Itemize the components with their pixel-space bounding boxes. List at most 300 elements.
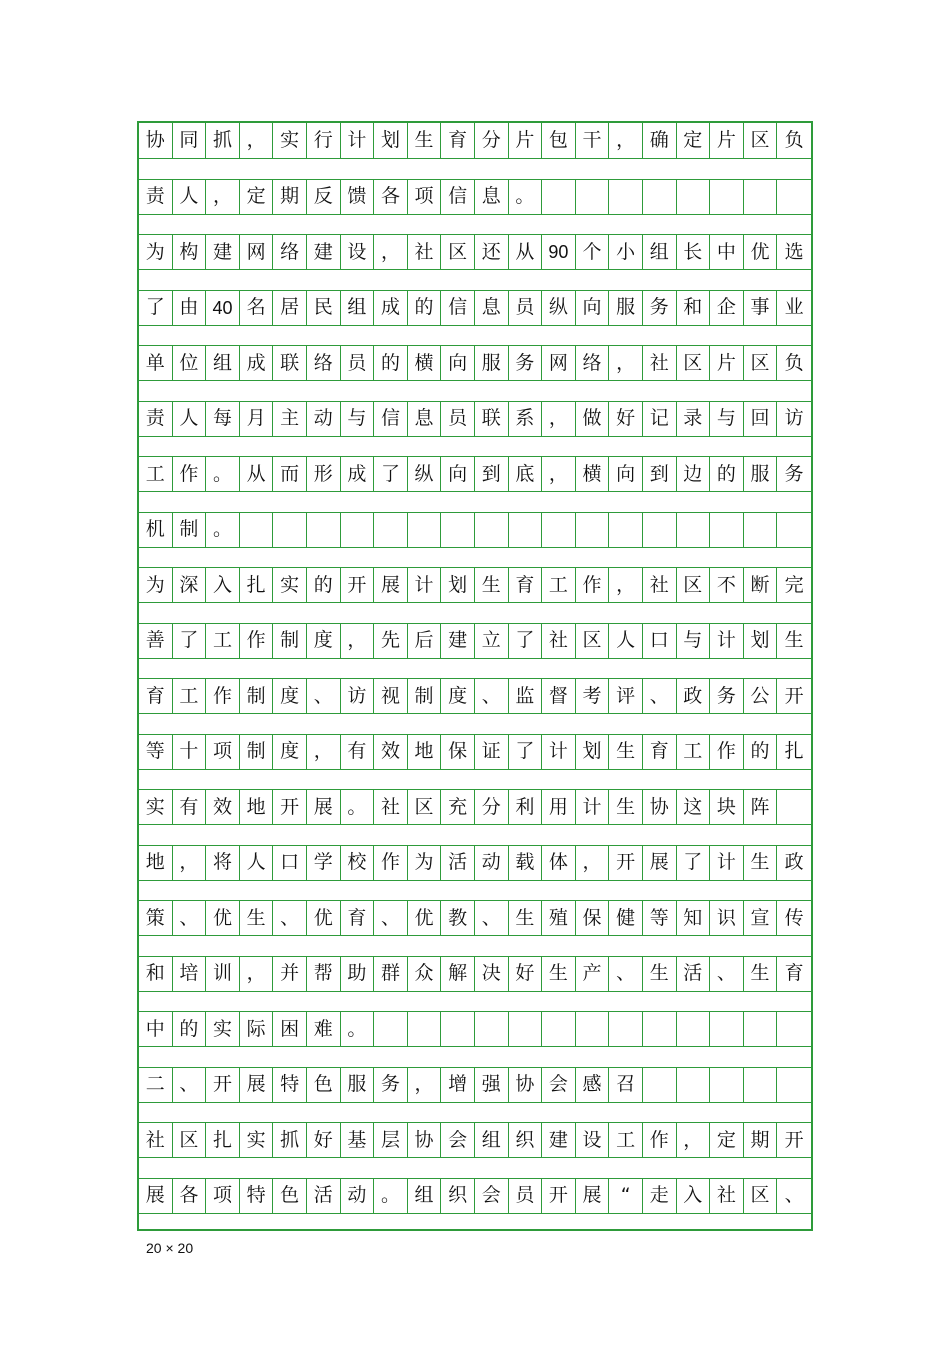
- grid-cell: 访: [341, 678, 375, 714]
- grid-cell: [677, 179, 711, 215]
- grid-cell: 从: [240, 456, 274, 492]
- grid-cell: 载: [509, 845, 543, 881]
- grid-row: [139, 734, 811, 770]
- grid-row: [139, 956, 811, 992]
- grid-cell: 策: [139, 900, 173, 936]
- grid-cell: 与: [677, 623, 711, 659]
- grid-cell: 区: [408, 789, 442, 825]
- grid-cell: 织: [509, 1122, 543, 1158]
- grid-cell: 与: [341, 401, 375, 437]
- grid-cell: 区: [677, 345, 711, 381]
- grid-cell: 。: [206, 512, 240, 548]
- grid-cell: 有: [173, 789, 207, 825]
- grid-cell: 定: [710, 1122, 744, 1158]
- grid-cell: [341, 512, 375, 548]
- grid-cell: 组: [643, 234, 677, 270]
- grid-cell: 好: [609, 401, 643, 437]
- grid-cell: 访: [777, 401, 811, 437]
- grid-cell: 。: [341, 789, 375, 825]
- grid-cell: 机: [139, 512, 173, 548]
- grid-cell: 、: [710, 956, 744, 992]
- grid-cell: 项: [206, 1178, 240, 1214]
- grid-cell: ，: [576, 845, 610, 881]
- grid-cell: 计: [710, 845, 744, 881]
- grid-cell: 从: [509, 234, 543, 270]
- grid-cell: [408, 512, 442, 548]
- grid-cell: [509, 512, 543, 548]
- grid-cell: ，: [206, 179, 240, 215]
- grid-cell: 决: [475, 956, 509, 992]
- grid-cell: 会: [475, 1178, 509, 1214]
- grid-cell: 地: [139, 845, 173, 881]
- grid-cell: “: [609, 1178, 643, 1214]
- grid-cell: 开: [542, 1178, 576, 1214]
- grid-cell: 划: [744, 623, 778, 659]
- grid-cell: 片: [509, 123, 543, 159]
- grid-cell: ，: [173, 845, 207, 881]
- grid-cell: 人: [240, 845, 274, 881]
- grid-cell: 作: [374, 845, 408, 881]
- grid-cell: 行: [307, 123, 341, 159]
- grid-cell: 社: [374, 789, 408, 825]
- grid-cell: 基: [341, 1122, 375, 1158]
- grid-cell: [677, 1067, 711, 1103]
- grid-cell: 感: [576, 1067, 610, 1103]
- grid-cell: 息: [408, 401, 442, 437]
- grid-cell: 。: [509, 179, 543, 215]
- grid-cell: 各: [374, 179, 408, 215]
- grid-cell: 生: [643, 956, 677, 992]
- grid-cell: 地: [408, 734, 442, 770]
- grid-cell: 回: [744, 401, 778, 437]
- grid-cell: 作: [710, 734, 744, 770]
- grid-cell: 色: [273, 1178, 307, 1214]
- grid-cell: 服: [609, 290, 643, 326]
- grid-cell: 生: [744, 845, 778, 881]
- grid-cell: [441, 1011, 475, 1047]
- grid-cell: 信: [441, 179, 475, 215]
- grid-cell: 每: [206, 401, 240, 437]
- grid-cell: 居: [273, 290, 307, 326]
- grid-cell: 组: [475, 1122, 509, 1158]
- grid-cell: 实: [273, 123, 307, 159]
- grid-cell: [542, 1011, 576, 1047]
- grid-cell: 划: [441, 567, 475, 603]
- grid-cell: 协: [139, 123, 173, 159]
- grid-cell: 抓: [273, 1122, 307, 1158]
- grid-cell: 生: [609, 789, 643, 825]
- grid-cell: 育: [643, 734, 677, 770]
- grid-cell: [441, 512, 475, 548]
- grid-cell: 保: [576, 900, 610, 936]
- grid-cell: 定: [677, 123, 711, 159]
- grid-cell: 实: [240, 1122, 274, 1158]
- grid-cell: 实: [273, 567, 307, 603]
- grid-cell: [677, 1011, 711, 1047]
- grid-cell: 好: [509, 956, 543, 992]
- grid-cell: 与: [710, 401, 744, 437]
- grid-cell: 召: [609, 1067, 643, 1103]
- grid-cell: 组: [408, 1178, 442, 1214]
- grid-cell: 员: [441, 401, 475, 437]
- grid-cell: 协: [408, 1122, 442, 1158]
- grid-cell: [475, 512, 509, 548]
- grid-cell: 选: [777, 234, 811, 270]
- grid-cell: 充: [441, 789, 475, 825]
- grid-cell: [744, 1011, 778, 1047]
- grid-cell: 建: [206, 234, 240, 270]
- grid-cell: 活: [441, 845, 475, 881]
- grid-cell: 等: [139, 734, 173, 770]
- grid-cell: 向: [576, 290, 610, 326]
- grid-cell: 网: [542, 345, 576, 381]
- grid-cell: 设: [341, 234, 375, 270]
- grid-cell: 效: [206, 789, 240, 825]
- grid-cell: 有: [341, 734, 375, 770]
- grid-cell: 、: [173, 1067, 207, 1103]
- grid-cell: 计: [576, 789, 610, 825]
- grid-cell: 务: [643, 290, 677, 326]
- grid-row: [139, 623, 811, 659]
- grid-cell: 度: [307, 623, 341, 659]
- grid-cell: 到: [643, 456, 677, 492]
- grid-cell: 考: [576, 678, 610, 714]
- grid-cell: 息: [475, 179, 509, 215]
- grid-cell: 作: [240, 623, 274, 659]
- grid-cell: 务: [374, 1067, 408, 1103]
- grid-cell: 社: [710, 1178, 744, 1214]
- grid-cell: [777, 789, 811, 825]
- grid-cell: ，: [307, 734, 341, 770]
- grid-cell: 育: [777, 956, 811, 992]
- grid-cell: 工: [609, 1122, 643, 1158]
- grid-cell: 作: [576, 567, 610, 603]
- grid-cell: 政: [677, 678, 711, 714]
- grid-cell: 计: [341, 123, 375, 159]
- grid-cell: 监: [509, 678, 543, 714]
- grid-cell: 建: [542, 1122, 576, 1158]
- grid-cell: 知: [677, 900, 711, 936]
- grid-cell: 责: [139, 179, 173, 215]
- grid-cell: 横: [576, 456, 610, 492]
- grid-cell: 制: [240, 734, 274, 770]
- grid-cell: 育: [139, 678, 173, 714]
- grid-cell: 组: [341, 290, 375, 326]
- grid-cell: 到: [475, 456, 509, 492]
- grid-cell: 项: [206, 734, 240, 770]
- grid-cell: 这: [677, 789, 711, 825]
- grid-cell: ，: [240, 123, 274, 159]
- grid-cell: 扎: [777, 734, 811, 770]
- grid-cell: 制: [408, 678, 442, 714]
- grid-cell: 服: [744, 456, 778, 492]
- grid-cell: 活: [677, 956, 711, 992]
- grid-cell: 区: [677, 567, 711, 603]
- grid-cell: 生: [475, 567, 509, 603]
- grid-cell: [374, 1011, 408, 1047]
- grid-cell: [643, 512, 677, 548]
- grid-cell: 为: [408, 845, 442, 881]
- grid-cell: 网: [240, 234, 274, 270]
- grid-cell: 展: [374, 567, 408, 603]
- grid-cell: 反: [307, 179, 341, 215]
- grid-cell: 系: [509, 401, 543, 437]
- grid-cell: 中: [139, 1011, 173, 1047]
- grid-cell: 的: [173, 1011, 207, 1047]
- grid-cell: 的: [307, 567, 341, 603]
- grid-cell: 。: [341, 1011, 375, 1047]
- grid-cell: 络: [307, 345, 341, 381]
- grid-cell: 了: [509, 734, 543, 770]
- grid-cell: 期: [273, 179, 307, 215]
- grid-row: [139, 401, 811, 437]
- grid-cell: 负: [777, 345, 811, 381]
- grid-row: [139, 789, 811, 825]
- grid-cell: 联: [475, 401, 509, 437]
- grid-cell: [777, 512, 811, 548]
- grid-cell: 利: [509, 789, 543, 825]
- grid-cell: [744, 179, 778, 215]
- grid-cell: [643, 179, 677, 215]
- grid-cell: 的: [710, 456, 744, 492]
- grid-cell: 区: [744, 123, 778, 159]
- grid-row: [139, 345, 811, 381]
- grid-cell: 展: [643, 845, 677, 881]
- grid-cell: 善: [139, 623, 173, 659]
- grid-cell: 保: [441, 734, 475, 770]
- grid-cell: [576, 512, 610, 548]
- grid-cell: 将: [206, 845, 240, 881]
- grid-cell: 的: [408, 290, 442, 326]
- grid-cell: 。: [374, 1178, 408, 1214]
- grid-cell: 口: [273, 845, 307, 881]
- grid-cell: 制: [273, 623, 307, 659]
- grid-cell: [710, 179, 744, 215]
- grid-cell: [509, 1011, 543, 1047]
- grid-cell: 了: [139, 290, 173, 326]
- grid-cell: 做: [576, 401, 610, 437]
- grid-cell: 产: [576, 956, 610, 992]
- grid-cell: 教: [441, 900, 475, 936]
- grid-cell: 成: [240, 345, 274, 381]
- grid-cell: 工: [206, 623, 240, 659]
- grid-cell: 效: [374, 734, 408, 770]
- grid-cell: 传: [777, 900, 811, 936]
- grid-cell: 息: [475, 290, 509, 326]
- grid-cell: 个: [576, 234, 610, 270]
- grid-cell: [744, 512, 778, 548]
- grid-cell: 、: [273, 900, 307, 936]
- grid-cell: 生: [542, 956, 576, 992]
- grid-cell: 识: [710, 900, 744, 936]
- grid-cell: 、: [777, 1178, 811, 1214]
- grid-cell: [542, 512, 576, 548]
- grid-cell: 业: [777, 290, 811, 326]
- grid-cell: 的: [374, 345, 408, 381]
- grid-cell: 生: [240, 900, 274, 936]
- grid-cell: ，: [609, 567, 643, 603]
- grid-cell: 期: [744, 1122, 778, 1158]
- grid-cell: 生: [744, 956, 778, 992]
- grid-cell: 作: [206, 678, 240, 714]
- grid-cell: 构: [173, 234, 207, 270]
- grid-cell: ，: [408, 1067, 442, 1103]
- grid-cell: 会: [441, 1122, 475, 1158]
- grid-cell: 服: [341, 1067, 375, 1103]
- grid-cell: 众: [408, 956, 442, 992]
- grid-cell: [609, 512, 643, 548]
- grid-cell: 90: [542, 234, 576, 270]
- grid-cell: 扎: [206, 1122, 240, 1158]
- grid-cell: 包: [542, 123, 576, 159]
- grid-cell: [710, 1011, 744, 1047]
- grid-row: [139, 1011, 811, 1047]
- grid-cell: 人: [173, 179, 207, 215]
- grid-cell: 边: [677, 456, 711, 492]
- grid-cell: 设: [576, 1122, 610, 1158]
- grid-cell: 培: [173, 956, 207, 992]
- grid-cell: 助: [341, 956, 375, 992]
- grid-cell: 政: [777, 845, 811, 881]
- grid-cell: 入: [677, 1178, 711, 1214]
- grid-cell: 务: [509, 345, 543, 381]
- grid-cell: 成: [341, 456, 375, 492]
- grid-cell: 织: [441, 1178, 475, 1214]
- grid-cell: 而: [273, 456, 307, 492]
- grid-cell: 、: [475, 678, 509, 714]
- grid-cell: 、: [173, 900, 207, 936]
- grid-cell: [777, 179, 811, 215]
- grid-cell: 分: [475, 123, 509, 159]
- grid-cell: 主: [273, 401, 307, 437]
- grid-cell: [677, 512, 711, 548]
- grid-cell: [744, 1067, 778, 1103]
- grid-cell: 育: [441, 123, 475, 159]
- grid-cell: 度: [441, 678, 475, 714]
- grid-cell: 了: [374, 456, 408, 492]
- grid-cell: 协: [509, 1067, 543, 1103]
- grid-cell: 完: [777, 567, 811, 603]
- grid-cell: 员: [341, 345, 375, 381]
- grid-cell: 区: [744, 345, 778, 381]
- grid-cell: [777, 1011, 811, 1047]
- grid-cell: 动: [341, 1178, 375, 1214]
- grid-cell: 同: [173, 123, 207, 159]
- grid-cell: 划: [576, 734, 610, 770]
- grid-cell: 、: [374, 900, 408, 936]
- grid-cell: 作: [643, 1122, 677, 1158]
- grid-cell: 增: [441, 1067, 475, 1103]
- grid-cell: 会: [542, 1067, 576, 1103]
- grid-cell: 特: [240, 1178, 274, 1214]
- grid-row: [139, 512, 811, 548]
- grid-cell: 等: [643, 900, 677, 936]
- grid-cell: 片: [710, 345, 744, 381]
- grid-cell: 服: [475, 345, 509, 381]
- grid-cell: 困: [273, 1011, 307, 1047]
- grid-cell: 络: [273, 234, 307, 270]
- grid-cell: 开: [609, 845, 643, 881]
- grid-cell: 了: [509, 623, 543, 659]
- grid-cell: 长: [677, 234, 711, 270]
- grid-cell: 信: [441, 290, 475, 326]
- grid-cell: 展: [240, 1067, 274, 1103]
- grid-cell: 计: [542, 734, 576, 770]
- grid-cell: 作: [173, 456, 207, 492]
- grid-cell: 训: [206, 956, 240, 992]
- grid-cell: 制: [173, 512, 207, 548]
- grid-cell: 组: [206, 345, 240, 381]
- grid-cell: 体: [542, 845, 576, 881]
- grid-cell: 小: [609, 234, 643, 270]
- grid-cell: 督: [542, 678, 576, 714]
- grid-cell: ，: [341, 623, 375, 659]
- grid-cell: 实: [139, 789, 173, 825]
- grid-cell: 色: [307, 1067, 341, 1103]
- grid-cell: 馈: [341, 179, 375, 215]
- grid-cell: 后: [408, 623, 442, 659]
- grid-cell: 了: [677, 845, 711, 881]
- grid-cell: 企: [710, 290, 744, 326]
- grid-cell: 学: [307, 845, 341, 881]
- grid-cell: 入: [206, 567, 240, 603]
- grid-cell: 员: [509, 1178, 543, 1214]
- grid-cell: ，: [542, 401, 576, 437]
- grid-cell: 并: [273, 956, 307, 992]
- grid-cell: 块: [710, 789, 744, 825]
- grid-cell: 民: [307, 290, 341, 326]
- grid-row: [139, 456, 811, 492]
- grid-cell: 录: [677, 401, 711, 437]
- grid-cell: 底: [509, 456, 543, 492]
- grid-cell: 和: [677, 290, 711, 326]
- grid-cell: [643, 1067, 677, 1103]
- grid-cell: 动: [307, 401, 341, 437]
- grid-cell: [374, 512, 408, 548]
- grid-cell: 中: [710, 234, 744, 270]
- grid-row: [139, 567, 811, 603]
- grid-cell: 二: [139, 1067, 173, 1103]
- grid-cell: 开: [273, 789, 307, 825]
- grid-cell: 位: [173, 345, 207, 381]
- grid-cell: 好: [307, 1122, 341, 1158]
- grid-row: [139, 845, 811, 881]
- grid-cell: [576, 179, 610, 215]
- grid-cell: 健: [609, 900, 643, 936]
- grid-cell: 确: [643, 123, 677, 159]
- grid-cell: ，: [609, 123, 643, 159]
- grid-row: [139, 1067, 811, 1103]
- grid-cell: 40: [206, 290, 240, 326]
- grid-cell: [273, 512, 307, 548]
- grid-cell: 、: [609, 956, 643, 992]
- grid-cell: 务: [777, 456, 811, 492]
- grid-cell: 片: [710, 123, 744, 159]
- grid-cell: [710, 512, 744, 548]
- grid-row: [139, 1178, 811, 1214]
- grid-cell: 生: [509, 900, 543, 936]
- grid-row: [139, 179, 811, 215]
- grid-cell: 月: [240, 401, 274, 437]
- grid-cell: 展: [307, 789, 341, 825]
- manuscript-grid-sheet: [137, 121, 813, 1231]
- grid-cell: 生: [609, 734, 643, 770]
- grid-cell: [609, 1011, 643, 1047]
- grid-cell: [777, 1067, 811, 1103]
- grid-cell: 了: [173, 623, 207, 659]
- grid-cell: 纵: [408, 456, 442, 492]
- grid-row: [139, 234, 811, 270]
